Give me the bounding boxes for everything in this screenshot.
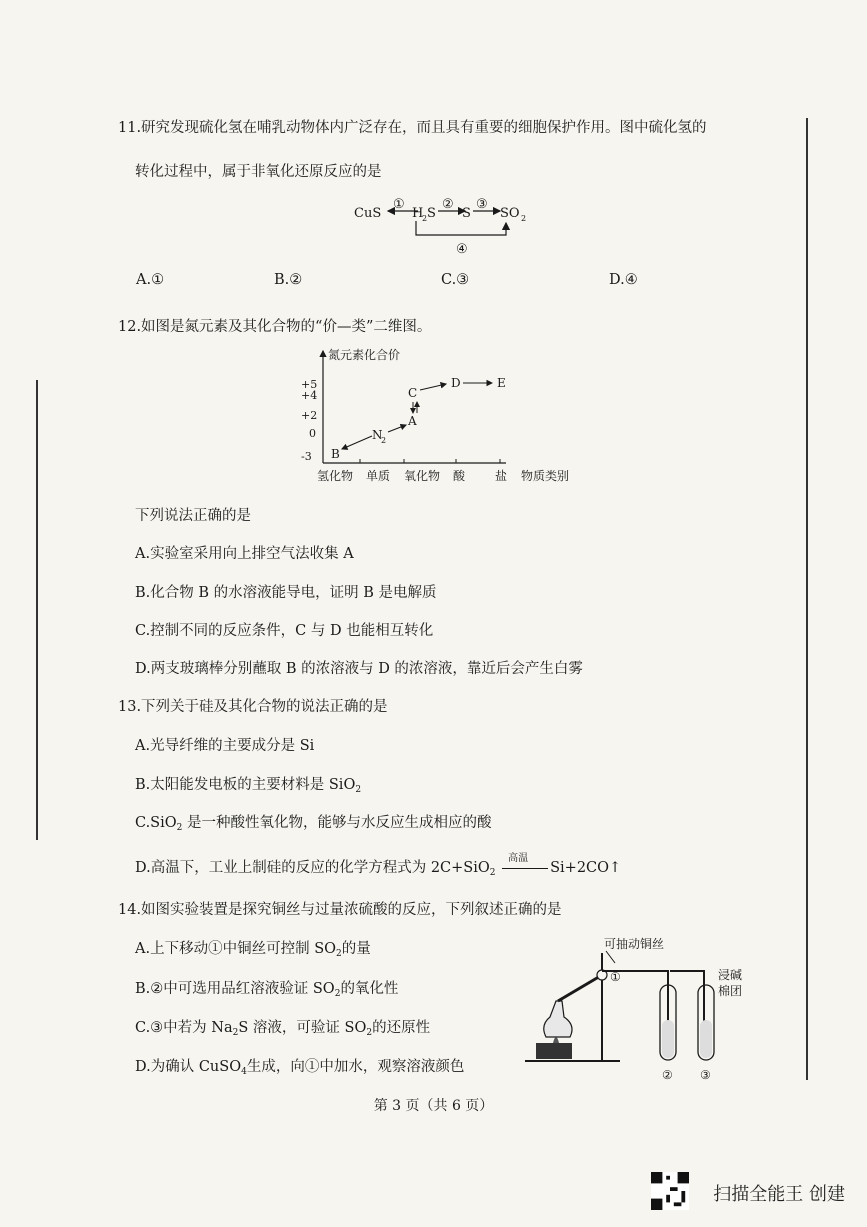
so2-so: SO: [500, 206, 520, 221]
qr-code-icon: [651, 1172, 689, 1210]
page-footer: 第 3 页（共 6 页）: [373, 1098, 494, 1114]
h2s-s: S: [427, 206, 436, 221]
xcat-acid: 酸: [453, 469, 466, 483]
q12-stem: 12.如图是氮元素及其化合物的“价—类”二维图。: [118, 319, 432, 335]
q11-option-d[interactable]: D.④: [609, 272, 638, 288]
solution-2: [662, 1020, 674, 1058]
ytick-m3: -3: [301, 450, 312, 463]
label-3: ③: [700, 1068, 711, 1082]
ytick-p5: +5: [301, 378, 318, 391]
left-margin-rule: [36, 380, 38, 840]
point-n2-sub: 2: [381, 436, 387, 445]
q11-stem-line1: 11.研究发现硫化氢在哺乳动物体内广泛存在，而且具有重要的细胞保护作用。图中硫化氢的: [118, 120, 707, 136]
delivery-tube-1: [558, 975, 602, 1001]
flask: [544, 1001, 572, 1037]
q11-option-b[interactable]: B.②: [274, 272, 303, 288]
q12-option-a[interactable]: A.实验室采用向上排空气法收集 A: [135, 546, 354, 562]
solution-3: [700, 1020, 712, 1058]
cotton-label-2: 棉团: [718, 984, 743, 998]
label-1: ①: [610, 970, 621, 984]
q13-option-a[interactable]: A.光导纤维的主要成分是 Si: [135, 738, 315, 754]
q12-valence-chart: [296, 345, 586, 485]
point-b: B: [331, 447, 340, 461]
flame: [553, 1037, 559, 1043]
ytick-p4: +4: [301, 389, 318, 402]
xcat-salt: 盐: [495, 469, 508, 483]
q14-option-c[interactable]: C.③中若为 $Na_2S$ 溶液，可验证 $SO_2$的还原性: [135, 1020, 431, 1038]
arrow-4: [416, 221, 506, 235]
burner: [536, 1043, 572, 1059]
q13-option-d[interactable]: D.高温下，工业上制硅的反应的化学方程式为 2C+SiO$_2$ 高温 Si+2CO↑: [135, 853, 622, 878]
point-d: D: [451, 376, 461, 390]
cus-label: CuS: [354, 206, 382, 221]
h2s-2: 2: [422, 214, 428, 223]
wire-label: 可抽动铜丝: [604, 937, 665, 951]
xcat-oxide: 氧化物: [404, 469, 441, 483]
xcat-element: 单质: [366, 469, 391, 483]
q11-option-a[interactable]: A.①: [136, 272, 165, 288]
q14-apparatus: [520, 935, 750, 1085]
point-c: C: [408, 386, 418, 400]
q14-option-d[interactable]: D.为确认 CuSO$_4$生成，向①中加水，观察溶液颜色: [135, 1059, 465, 1077]
step-1-label: ①: [393, 197, 405, 212]
point-e: E: [497, 376, 506, 390]
q13-stem: 13.下列关于硅及其化合物的说法正确的是: [118, 699, 388, 715]
cotton-label-1: 浸碱: [718, 968, 743, 982]
h2s-h: H: [412, 206, 424, 221]
s-label: S: [462, 206, 471, 221]
q12-option-d[interactable]: D.两支玻璃棒分别蘸取 B 的浓溶液与 D 的浓溶液，靠近后会产生白雾: [135, 661, 583, 677]
scanner-brand: 扫描全能王 创建: [713, 1184, 845, 1205]
point-n2: N: [372, 428, 383, 442]
reaction-condition: 高温: [500, 861, 550, 875]
xcat-category: 物质类别: [521, 469, 570, 483]
step-4-label: ④: [456, 242, 468, 257]
xcat-hydride: 氢化物: [317, 469, 354, 483]
q11-option-c[interactable]: C.③: [441, 272, 470, 288]
ytick-p2: +2: [301, 409, 318, 422]
point-a: A: [408, 414, 417, 428]
q14-option-b[interactable]: B.②中可选用品红溶液验证 $SO_2$的氧化性: [135, 981, 399, 999]
y-axis-label: 氮元素化合价: [328, 348, 401, 362]
q13-option-b[interactable]: B.太阳能发电板的主要材料是 SiO$_2$: [135, 777, 362, 795]
delivery-tube-3: [670, 971, 704, 1045]
q14-stem: 14.如图实验装置是探究铜丝与过量浓硫酸的反应，下列叙述正确的是: [118, 902, 562, 918]
label-2: ②: [662, 1068, 673, 1082]
right-margin-rule: [806, 118, 808, 1080]
q11-scheme: [350, 195, 540, 260]
q11-stem-line2: 转化过程中，属于非氧化还原反应的是: [135, 164, 382, 180]
q13-option-c[interactable]: C.SiO$_2$ 是一种酸性氧化物，能够与水反应生成相应的酸: [135, 815, 492, 833]
ytick-0: 0: [309, 427, 316, 440]
so2-2: 2: [521, 214, 527, 223]
q12-prompt: 下列说法正确的是: [135, 508, 251, 524]
step-2-label: ②: [442, 197, 454, 212]
step-3-label: ③: [476, 197, 488, 212]
q12-option-c[interactable]: C.控制不同的反应条件，C 与 D 也能相互转化: [135, 623, 434, 639]
q12-option-b[interactable]: B.化合物 B 的水溶液能导电，证明 B 是电解质: [135, 585, 437, 601]
q14-option-a[interactable]: A.上下移动①中铜丝可控制 $SO_2$的量: [135, 941, 371, 959]
